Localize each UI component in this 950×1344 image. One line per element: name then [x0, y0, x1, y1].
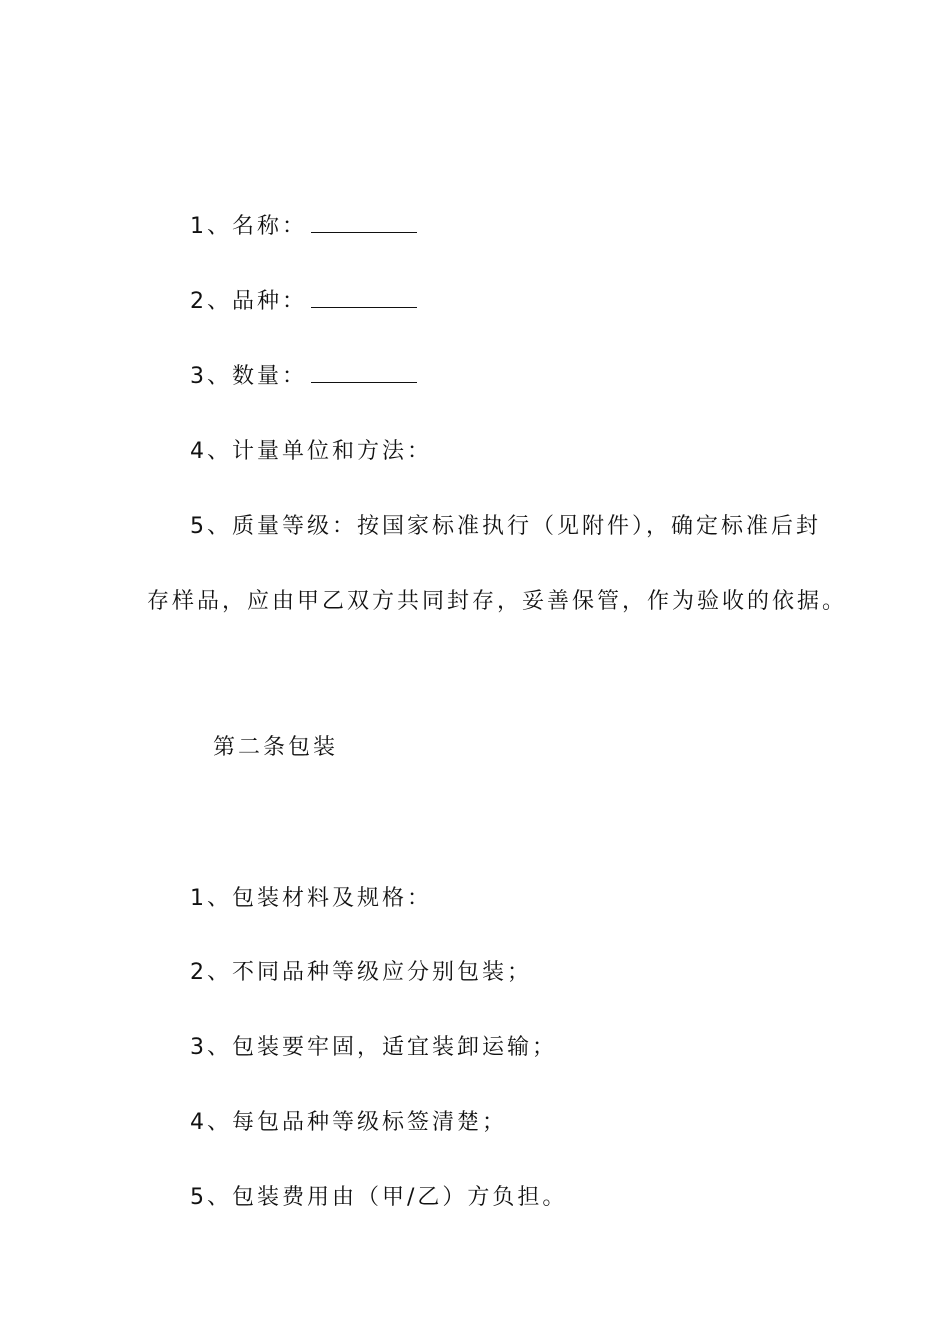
variety-blank-line — [311, 289, 417, 308]
packaging-item-labels — [190, 1108, 507, 1138]
packaging-item-sturdy-text: 3、包装要牢固，适宜装卸运输； — [190, 1035, 557, 1060]
name-blank-line — [311, 214, 417, 233]
packaging-item-sturdy — [190, 1033, 557, 1063]
item-quality-continued-text: 存样品，应由甲乙双方共同封存，妥善保管，作为验收的依据。 — [147, 589, 848, 614]
packaging-item-materials-text: 1、包装材料及规格： — [190, 886, 432, 911]
packaging-item-labels-text: 4、每包品种等级标签清楚； — [190, 1110, 507, 1135]
item-variety — [190, 287, 417, 317]
section-heading-packaging — [213, 733, 338, 763]
section-heading-text: 第二条包装 — [213, 735, 339, 760]
item-variety-text: 2、品种： — [190, 289, 307, 314]
item-name — [190, 212, 417, 242]
item-measurement-text: 4、计量单位和方法： — [190, 439, 432, 464]
item-quality-continued — [147, 587, 847, 617]
item-quantity-text: 3、数量： — [190, 364, 307, 389]
packaging-item-cost-text: 5、包装费用由（甲/乙）方负担。 — [190, 1185, 568, 1210]
quantity-blank-line — [311, 364, 417, 383]
item-quality — [190, 512, 821, 542]
item-measurement — [190, 437, 432, 467]
packaging-item-separate — [190, 958, 532, 988]
packaging-item-separate-text: 2、不同品种等级应分别包装； — [190, 960, 532, 985]
packaging-item-cost — [190, 1183, 567, 1213]
item-quantity — [190, 362, 417, 392]
item-quality-text: 5、质量等级：按国家标准执行（见附件），确定标准后封 — [190, 514, 821, 539]
packaging-item-materials — [190, 884, 432, 914]
item-name-text: 1、名称： — [190, 214, 307, 239]
